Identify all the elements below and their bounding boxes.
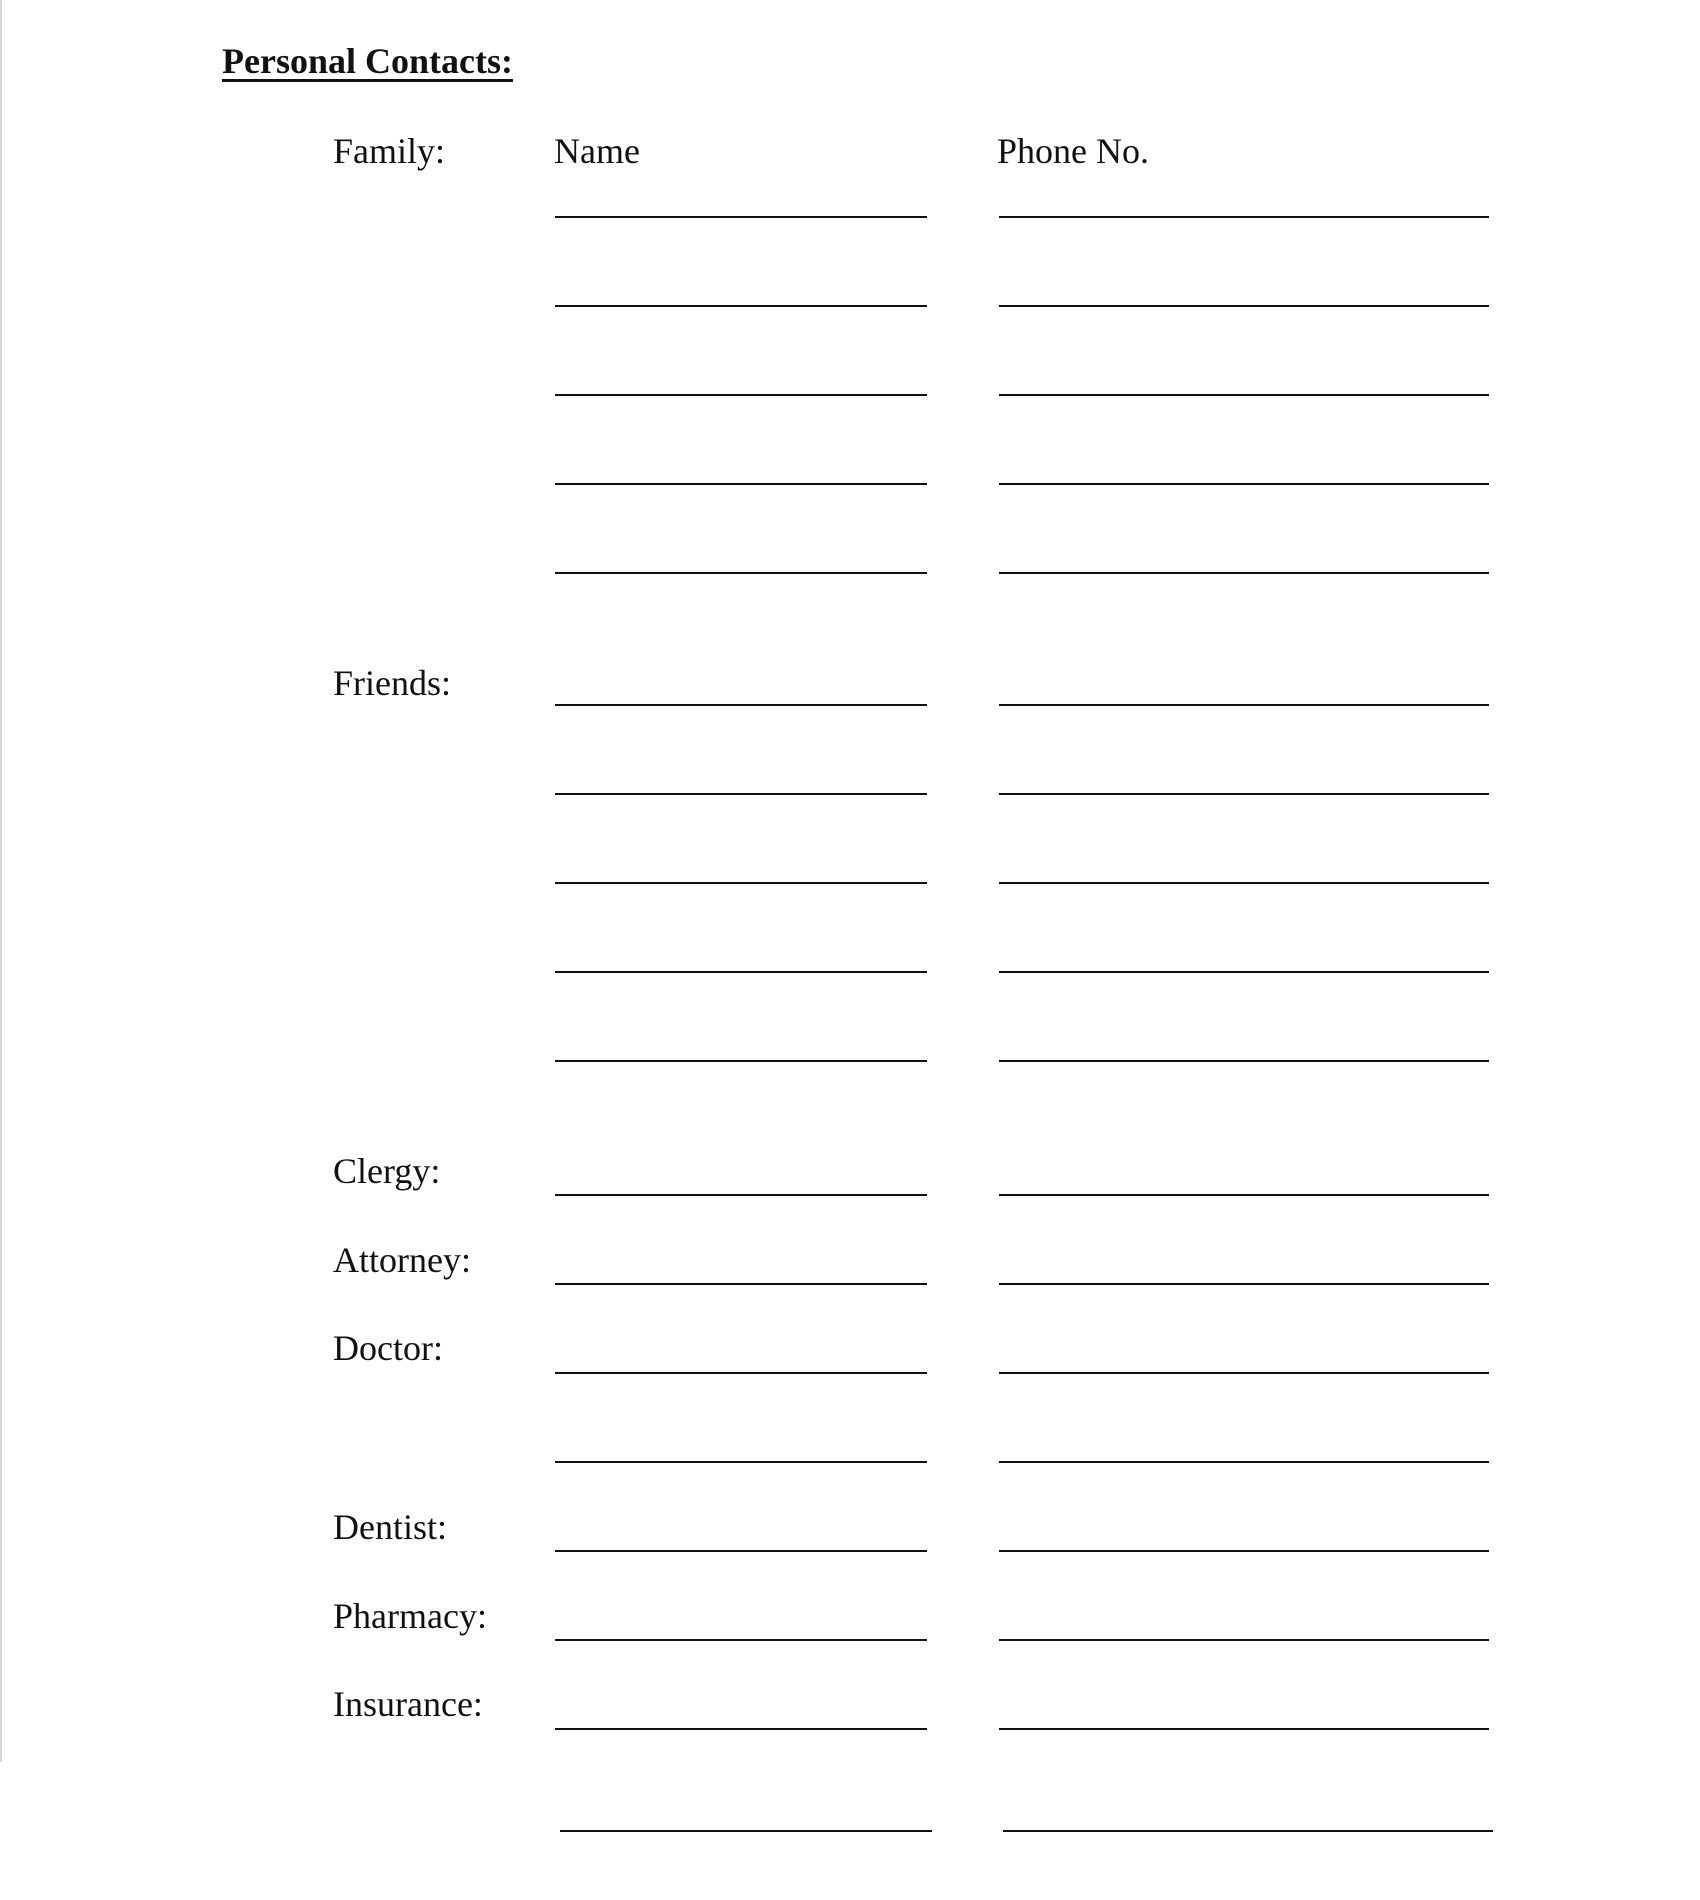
family-name-blank[interactable] [555, 483, 927, 485]
doctor-name-blank[interactable] [555, 1372, 927, 1374]
friends-phone-blank[interactable] [999, 971, 1489, 973]
family-label: Family: [333, 131, 446, 171]
friends-name-blank[interactable] [555, 971, 927, 973]
family-phone-blank[interactable] [999, 483, 1489, 485]
attorney-phone-blank[interactable] [999, 1283, 1489, 1285]
clergy-label: Clergy: [333, 1151, 441, 1191]
friends-phone-blank[interactable] [999, 793, 1489, 795]
name-column-header: Name [554, 131, 640, 171]
family-name-blank[interactable] [555, 216, 927, 218]
family-phone-blank[interactable] [999, 394, 1489, 396]
dentist-phone-blank[interactable] [999, 1550, 1489, 1552]
friends-name-blank[interactable] [555, 882, 927, 884]
insurance-phone-blank[interactable] [999, 1728, 1489, 1730]
pharmacy-name-blank[interactable] [555, 1639, 927, 1641]
insurance-label: Insurance: [333, 1684, 483, 1724]
friends-name-blank[interactable] [555, 1060, 927, 1062]
family-name-blank[interactable] [555, 572, 927, 574]
page-edge-divider [0, 0, 2, 1762]
pharmacy-label: Pharmacy: [333, 1596, 487, 1636]
phone-column-header: Phone No. [997, 131, 1149, 171]
friends-phone-blank[interactable] [999, 882, 1489, 884]
family-phone-blank[interactable] [999, 216, 1489, 218]
doctor-phone-blank[interactable] [999, 1372, 1489, 1374]
attorney-label: Attorney: [333, 1240, 471, 1280]
family-phone-blank[interactable] [999, 572, 1489, 574]
page-title: Personal Contacts: [222, 41, 513, 81]
doctor-phone-blank[interactable] [999, 1461, 1489, 1463]
dentist-label: Dentist: [333, 1507, 447, 1547]
friends-phone-blank[interactable] [999, 1060, 1489, 1062]
dentist-name-blank[interactable] [555, 1550, 927, 1552]
clergy-name-blank[interactable] [555, 1194, 927, 1196]
friends-name-blank[interactable] [555, 793, 927, 795]
insurance-phone-blank[interactable] [1003, 1830, 1493, 1832]
friends-name-blank[interactable] [555, 704, 927, 706]
insurance-name-blank[interactable] [555, 1728, 927, 1730]
insurance-name-blank[interactable] [560, 1830, 932, 1832]
pharmacy-phone-blank[interactable] [999, 1639, 1489, 1641]
doctor-label: Doctor: [333, 1328, 443, 1368]
family-name-blank[interactable] [555, 394, 927, 396]
friends-phone-blank[interactable] [999, 704, 1489, 706]
family-phone-blank[interactable] [999, 305, 1489, 307]
friends-label: Friends: [333, 663, 452, 703]
doctor-name-blank[interactable] [555, 1461, 927, 1463]
attorney-name-blank[interactable] [555, 1283, 927, 1285]
clergy-phone-blank[interactable] [999, 1194, 1489, 1196]
family-name-blank[interactable] [555, 305, 927, 307]
